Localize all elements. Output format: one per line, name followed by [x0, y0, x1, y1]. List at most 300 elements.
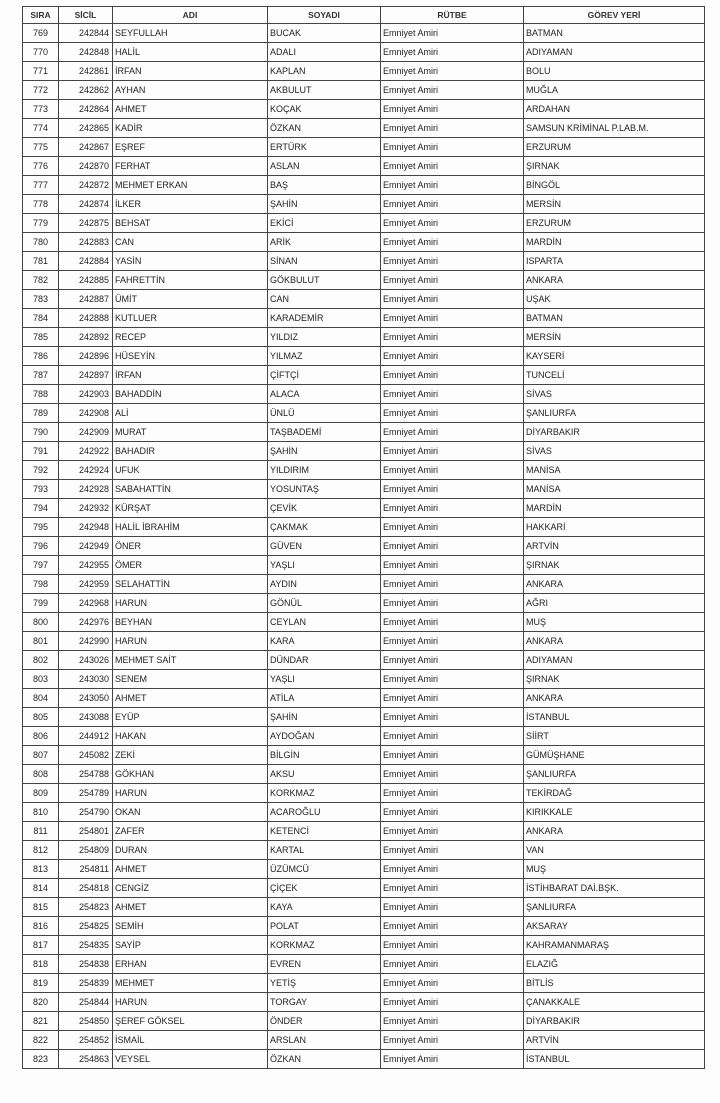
- cell-sira: 783: [23, 290, 59, 309]
- cell-soyadi: ADALI: [268, 43, 381, 62]
- cell-rutbe: Emniyet Amiri: [381, 632, 524, 651]
- cell-sicil: 242949: [59, 537, 113, 556]
- cell-sira: 772: [23, 81, 59, 100]
- cell-sicil: 244912: [59, 727, 113, 746]
- cell-adi: SENEM: [113, 670, 268, 689]
- cell-rutbe: Emniyet Amiri: [381, 784, 524, 803]
- cell-rutbe: Emniyet Amiri: [381, 461, 524, 480]
- cell-gorev-yeri: SİVAS: [524, 442, 705, 461]
- cell-sicil: 242844: [59, 24, 113, 43]
- cell-sira: 823: [23, 1050, 59, 1069]
- table-row: [23, 651, 705, 670]
- cell-sicil: 243026: [59, 651, 113, 670]
- cell-soyadi: POLAT: [268, 917, 381, 936]
- header-gorev-yeri: GÖREV YERİ: [524, 7, 705, 24]
- table-row: [23, 556, 705, 575]
- cell-sira: 807: [23, 746, 59, 765]
- header-row: [23, 7, 705, 24]
- cell-gorev-yeri: KIRIKKALE: [524, 803, 705, 822]
- table-row: [23, 100, 705, 119]
- table-row: [23, 537, 705, 556]
- cell-sicil: 254825: [59, 917, 113, 936]
- cell-sira: 795: [23, 518, 59, 537]
- cell-gorev-yeri: ARTVİN: [524, 537, 705, 556]
- table-row: [23, 328, 705, 347]
- cell-soyadi: TAŞBADEMİ: [268, 423, 381, 442]
- cell-gorev-yeri: MARDİN: [524, 499, 705, 518]
- cell-adi: BEYHAN: [113, 613, 268, 632]
- cell-sicil: 243088: [59, 708, 113, 727]
- cell-rutbe: Emniyet Amiri: [381, 898, 524, 917]
- cell-rutbe: Emniyet Amiri: [381, 81, 524, 100]
- cell-soyadi: CEYLAN: [268, 613, 381, 632]
- cell-gorev-yeri: BİTLİS: [524, 974, 705, 993]
- cell-adi: KADİR: [113, 119, 268, 138]
- cell-sira: 780: [23, 233, 59, 252]
- cell-rutbe: Emniyet Amiri: [381, 62, 524, 81]
- cell-adi: ALİ: [113, 404, 268, 423]
- table-row: [23, 784, 705, 803]
- table-row: [23, 993, 705, 1012]
- cell-rutbe: Emniyet Amiri: [381, 651, 524, 670]
- cell-gorev-yeri: MERSİN: [524, 328, 705, 347]
- cell-rutbe: Emniyet Amiri: [381, 43, 524, 62]
- table-row: [23, 936, 705, 955]
- cell-adi: İRFAN: [113, 366, 268, 385]
- cell-soyadi: AYDIN: [268, 575, 381, 594]
- cell-adi: CENGİZ: [113, 879, 268, 898]
- cell-sicil: 254818: [59, 879, 113, 898]
- cell-rutbe: Emniyet Amiri: [381, 1050, 524, 1069]
- cell-sicil: 242908: [59, 404, 113, 423]
- cell-adi: BAHADDİN: [113, 385, 268, 404]
- cell-gorev-yeri: DİYARBAKIR: [524, 1012, 705, 1031]
- cell-rutbe: Emniyet Amiri: [381, 195, 524, 214]
- cell-adi: ÜMİT: [113, 290, 268, 309]
- cell-soyadi: ÇİÇEK: [268, 879, 381, 898]
- cell-soyadi: GÖNÜL: [268, 594, 381, 613]
- cell-adi: HÜSEYİN: [113, 347, 268, 366]
- cell-rutbe: Emniyet Amiri: [381, 138, 524, 157]
- cell-sira: 788: [23, 385, 59, 404]
- cell-soyadi: ARSLAN: [268, 1031, 381, 1050]
- cell-gorev-yeri: MANİSA: [524, 480, 705, 499]
- table-row: [23, 898, 705, 917]
- cell-soyadi: ACAROĞLU: [268, 803, 381, 822]
- cell-sira: 818: [23, 955, 59, 974]
- table-row: [23, 480, 705, 499]
- cell-soyadi: GÜVEN: [268, 537, 381, 556]
- cell-soyadi: DÜNDAR: [268, 651, 381, 670]
- cell-soyadi: ÇEVİK: [268, 499, 381, 518]
- cell-sicil: 254811: [59, 860, 113, 879]
- table-row: [23, 423, 705, 442]
- header-sira: SIRA: [23, 7, 59, 24]
- cell-sira: 800: [23, 613, 59, 632]
- cell-soyadi: KARTAL: [268, 841, 381, 860]
- cell-rutbe: Emniyet Amiri: [381, 974, 524, 993]
- cell-sicil: 242990: [59, 632, 113, 651]
- table-row: [23, 670, 705, 689]
- cell-adi: SAYİP: [113, 936, 268, 955]
- cell-sira: 790: [23, 423, 59, 442]
- cell-soyadi: YILDIRIM: [268, 461, 381, 480]
- cell-gorev-yeri: ANKARA: [524, 575, 705, 594]
- cell-rutbe: Emniyet Amiri: [381, 366, 524, 385]
- table-row: [23, 594, 705, 613]
- cell-sira: 814: [23, 879, 59, 898]
- cell-adi: EŞREF: [113, 138, 268, 157]
- cell-gorev-yeri: SİVAS: [524, 385, 705, 404]
- cell-sira: 769: [23, 24, 59, 43]
- cell-rutbe: Emniyet Amiri: [381, 993, 524, 1012]
- cell-sicil: 242883: [59, 233, 113, 252]
- cell-sira: 778: [23, 195, 59, 214]
- table-row: [23, 366, 705, 385]
- cell-sira: 799: [23, 594, 59, 613]
- cell-soyadi: ÖNDER: [268, 1012, 381, 1031]
- cell-adi: KUTLUER: [113, 309, 268, 328]
- cell-sira: 802: [23, 651, 59, 670]
- cell-rutbe: Emniyet Amiri: [381, 594, 524, 613]
- cell-adi: KÜRŞAT: [113, 499, 268, 518]
- cell-gorev-yeri: BATMAN: [524, 24, 705, 43]
- table-row: [23, 727, 705, 746]
- cell-sira: 820: [23, 993, 59, 1012]
- cell-rutbe: Emniyet Amiri: [381, 271, 524, 290]
- cell-sicil: 254789: [59, 784, 113, 803]
- header-soyadi: SOYADI: [268, 7, 381, 24]
- cell-soyadi: YILDIZ: [268, 328, 381, 347]
- table-row: [23, 860, 705, 879]
- cell-sicil: 242976: [59, 613, 113, 632]
- cell-adi: UFUK: [113, 461, 268, 480]
- cell-gorev-yeri: ŞANLIURFA: [524, 898, 705, 917]
- cell-adi: İSMAİL: [113, 1031, 268, 1050]
- cell-sicil: 242924: [59, 461, 113, 480]
- cell-rutbe: Emniyet Amiri: [381, 879, 524, 898]
- cell-rutbe: Emniyet Amiri: [381, 423, 524, 442]
- cell-sicil: 242887: [59, 290, 113, 309]
- table-row: [23, 157, 705, 176]
- cell-rutbe: Emniyet Amiri: [381, 917, 524, 936]
- cell-gorev-yeri: ŞIRNAK: [524, 670, 705, 689]
- cell-sira: 776: [23, 157, 59, 176]
- cell-sira: 808: [23, 765, 59, 784]
- cell-adi: HALİL: [113, 43, 268, 62]
- cell-rutbe: Emniyet Amiri: [381, 860, 524, 879]
- cell-rutbe: Emniyet Amiri: [381, 442, 524, 461]
- cell-gorev-yeri: SAMSUN KRİMİNAL P.LAB.M.: [524, 119, 705, 138]
- cell-gorev-yeri: ANKARA: [524, 271, 705, 290]
- table-row: [23, 575, 705, 594]
- cell-gorev-yeri: TEKİRDAĞ: [524, 784, 705, 803]
- cell-sira: 782: [23, 271, 59, 290]
- cell-gorev-yeri: ERZURUM: [524, 138, 705, 157]
- cell-gorev-yeri: KAHRAMANMARAŞ: [524, 936, 705, 955]
- cell-soyadi: AKBULUT: [268, 81, 381, 100]
- table-row: [23, 271, 705, 290]
- cell-adi: HARUN: [113, 993, 268, 1012]
- cell-sicil: 242862: [59, 81, 113, 100]
- cell-soyadi: KAYA: [268, 898, 381, 917]
- cell-sicil: 242864: [59, 100, 113, 119]
- table-row: [23, 822, 705, 841]
- table-row: [23, 43, 705, 62]
- cell-soyadi: KARADEMİR: [268, 309, 381, 328]
- cell-sira: 789: [23, 404, 59, 423]
- cell-gorev-yeri: BİNGÖL: [524, 176, 705, 195]
- cell-soyadi: ŞAHİN: [268, 442, 381, 461]
- cell-sicil: 242928: [59, 480, 113, 499]
- table-row: [23, 24, 705, 43]
- cell-sicil: 254839: [59, 974, 113, 993]
- cell-sicil: 242959: [59, 575, 113, 594]
- cell-rutbe: Emniyet Amiri: [381, 575, 524, 594]
- cell-adi: HAKAN: [113, 727, 268, 746]
- cell-adi: MEHMET SAİT: [113, 651, 268, 670]
- cell-sicil: 242922: [59, 442, 113, 461]
- cell-soyadi: BUCAK: [268, 24, 381, 43]
- cell-gorev-yeri: İSTANBUL: [524, 1050, 705, 1069]
- cell-adi: SEMİH: [113, 917, 268, 936]
- table-row: [23, 404, 705, 423]
- cell-adi: RECEP: [113, 328, 268, 347]
- cell-sicil: 242968: [59, 594, 113, 613]
- cell-sicil: 243050: [59, 689, 113, 708]
- table-row: [23, 689, 705, 708]
- table-row: [23, 955, 705, 974]
- cell-sicil: 254850: [59, 1012, 113, 1031]
- cell-sira: 812: [23, 841, 59, 860]
- cell-sicil: 242885: [59, 271, 113, 290]
- cell-sira: 796: [23, 537, 59, 556]
- cell-adi: HALİL İBRAHİM: [113, 518, 268, 537]
- cell-rutbe: Emniyet Amiri: [381, 518, 524, 537]
- cell-gorev-yeri: GÜMÜŞHANE: [524, 746, 705, 765]
- cell-soyadi: TORGAY: [268, 993, 381, 1012]
- cell-soyadi: ŞAHİN: [268, 708, 381, 727]
- cell-soyadi: ÇAKMAK: [268, 518, 381, 537]
- cell-adi: AYHAN: [113, 81, 268, 100]
- cell-adi: AHMET: [113, 100, 268, 119]
- cell-rutbe: Emniyet Amiri: [381, 727, 524, 746]
- cell-adi: HARUN: [113, 594, 268, 613]
- header-rutbe: RÜTBE: [381, 7, 524, 24]
- cell-adi: SELAHATTİN: [113, 575, 268, 594]
- cell-adi: BEHSAT: [113, 214, 268, 233]
- cell-soyadi: BAŞ: [268, 176, 381, 195]
- cell-sicil: 242861: [59, 62, 113, 81]
- cell-adi: DURAN: [113, 841, 268, 860]
- cell-gorev-yeri: BOLU: [524, 62, 705, 81]
- cell-adi: AHMET: [113, 860, 268, 879]
- cell-rutbe: Emniyet Amiri: [381, 404, 524, 423]
- cell-sira: 811: [23, 822, 59, 841]
- cell-sicil: 242872: [59, 176, 113, 195]
- cell-sicil: 242865: [59, 119, 113, 138]
- cell-adi: FAHRETTİN: [113, 271, 268, 290]
- cell-rutbe: Emniyet Amiri: [381, 822, 524, 841]
- cell-rutbe: Emniyet Amiri: [381, 955, 524, 974]
- cell-rutbe: Emniyet Amiri: [381, 556, 524, 575]
- cell-soyadi: CAN: [268, 290, 381, 309]
- cell-gorev-yeri: MUĞLA: [524, 81, 705, 100]
- table-row: [23, 214, 705, 233]
- cell-sira: 786: [23, 347, 59, 366]
- cell-sira: 821: [23, 1012, 59, 1031]
- cell-rutbe: Emniyet Amiri: [381, 841, 524, 860]
- cell-adi: İLKER: [113, 195, 268, 214]
- table-row: [23, 442, 705, 461]
- cell-sira: 817: [23, 936, 59, 955]
- table-row: [23, 176, 705, 195]
- cell-sira: 801: [23, 632, 59, 651]
- cell-adi: YASİN: [113, 252, 268, 271]
- cell-adi: ZAFER: [113, 822, 268, 841]
- cell-soyadi: KARA: [268, 632, 381, 651]
- cell-adi: OKAN: [113, 803, 268, 822]
- cell-sicil: 242874: [59, 195, 113, 214]
- cell-adi: ÖNER: [113, 537, 268, 556]
- cell-soyadi: KETENCİ: [268, 822, 381, 841]
- table-row: [23, 708, 705, 727]
- cell-sira: 809: [23, 784, 59, 803]
- cell-gorev-yeri: ŞIRNAK: [524, 556, 705, 575]
- table-row: [23, 385, 705, 404]
- cell-soyadi: BİLGİN: [268, 746, 381, 765]
- cell-adi: MURAT: [113, 423, 268, 442]
- cell-gorev-yeri: KAYSERİ: [524, 347, 705, 366]
- cell-adi: HARUN: [113, 632, 268, 651]
- cell-sira: 819: [23, 974, 59, 993]
- cell-sicil: 242948: [59, 518, 113, 537]
- cell-sira: 779: [23, 214, 59, 233]
- table-row: [23, 81, 705, 100]
- cell-rutbe: Emniyet Amiri: [381, 309, 524, 328]
- table-row: [23, 613, 705, 632]
- cell-gorev-yeri: TUNCELİ: [524, 366, 705, 385]
- table-row: [23, 632, 705, 651]
- cell-gorev-yeri: HAKKARİ: [524, 518, 705, 537]
- cell-rutbe: Emniyet Amiri: [381, 670, 524, 689]
- cell-adi: SEYFULLAH: [113, 24, 268, 43]
- cell-sira: 771: [23, 62, 59, 81]
- cell-rutbe: Emniyet Amiri: [381, 157, 524, 176]
- cell-sira: 803: [23, 670, 59, 689]
- cell-adi: ERHAN: [113, 955, 268, 974]
- cell-adi: ŞEREF GÖKSEL: [113, 1012, 268, 1031]
- cell-soyadi: ÖZKAN: [268, 1050, 381, 1069]
- cell-rutbe: Emniyet Amiri: [381, 24, 524, 43]
- cell-gorev-yeri: ANKARA: [524, 822, 705, 841]
- cell-gorev-yeri: ARTVİN: [524, 1031, 705, 1050]
- table-body: [23, 24, 705, 1069]
- cell-gorev-yeri: İSTİHBARAT DAİ.BŞK.: [524, 879, 705, 898]
- cell-soyadi: KAPLAN: [268, 62, 381, 81]
- cell-sicil: 242867: [59, 138, 113, 157]
- cell-rutbe: Emniyet Amiri: [381, 1031, 524, 1050]
- cell-soyadi: AYDOĞAN: [268, 727, 381, 746]
- cell-soyadi: YILMAZ: [268, 347, 381, 366]
- cell-sira: 815: [23, 898, 59, 917]
- cell-sira: 798: [23, 575, 59, 594]
- cell-soyadi: AKSU: [268, 765, 381, 784]
- table-row: [23, 233, 705, 252]
- table-row: [23, 803, 705, 822]
- cell-rutbe: Emniyet Amiri: [381, 689, 524, 708]
- cell-soyadi: EKİCİ: [268, 214, 381, 233]
- cell-sira: 774: [23, 119, 59, 138]
- cell-adi: SABAHATTİN: [113, 480, 268, 499]
- table-row: [23, 746, 705, 765]
- cell-gorev-yeri: ARDAHAN: [524, 100, 705, 119]
- cell-rutbe: Emniyet Amiri: [381, 480, 524, 499]
- cell-sira: 805: [23, 708, 59, 727]
- header-sicil: SİCİL: [59, 7, 113, 24]
- table-row: [23, 1012, 705, 1031]
- cell-gorev-yeri: ŞANLIURFA: [524, 765, 705, 784]
- cell-soyadi: ÖZKAN: [268, 119, 381, 138]
- cell-sicil: 242903: [59, 385, 113, 404]
- table-header: [23, 7, 705, 24]
- cell-adi: AHMET: [113, 689, 268, 708]
- cell-sira: 797: [23, 556, 59, 575]
- cell-sira: 813: [23, 860, 59, 879]
- cell-sicil: 242896: [59, 347, 113, 366]
- cell-sira: 792: [23, 461, 59, 480]
- cell-sira: 777: [23, 176, 59, 195]
- cell-sicil: 254844: [59, 993, 113, 1012]
- cell-soyadi: SİNAN: [268, 252, 381, 271]
- cell-sira: 787: [23, 366, 59, 385]
- cell-gorev-yeri: AĞRI: [524, 594, 705, 613]
- cell-rutbe: Emniyet Amiri: [381, 936, 524, 955]
- cell-sicil: 245082: [59, 746, 113, 765]
- cell-soyadi: ERTÜRK: [268, 138, 381, 157]
- cell-gorev-yeri: ANKARA: [524, 632, 705, 651]
- cell-gorev-yeri: ŞANLIURFA: [524, 404, 705, 423]
- cell-sicil: 242955: [59, 556, 113, 575]
- cell-sicil: 254801: [59, 822, 113, 841]
- cell-sira: 785: [23, 328, 59, 347]
- cell-soyadi: ÇİFTÇİ: [268, 366, 381, 385]
- cell-sicil: 242888: [59, 309, 113, 328]
- cell-rutbe: Emniyet Amiri: [381, 499, 524, 518]
- cell-adi: ÖMER: [113, 556, 268, 575]
- cell-sira: 781: [23, 252, 59, 271]
- cell-rutbe: Emniyet Amiri: [381, 613, 524, 632]
- cell-soyadi: ASLAN: [268, 157, 381, 176]
- cell-gorev-yeri: MARDİN: [524, 233, 705, 252]
- cell-gorev-yeri: MANİSA: [524, 461, 705, 480]
- cell-rutbe: Emniyet Amiri: [381, 765, 524, 784]
- table-row: [23, 974, 705, 993]
- cell-sira: 804: [23, 689, 59, 708]
- cell-gorev-yeri: ERZURUM: [524, 214, 705, 233]
- table-row: [23, 879, 705, 898]
- cell-sicil: 254838: [59, 955, 113, 974]
- cell-adi: MEHMET ERKAN: [113, 176, 268, 195]
- cell-sira: 773: [23, 100, 59, 119]
- cell-soyadi: ÜNLÜ: [268, 404, 381, 423]
- personnel-table: [22, 6, 705, 1069]
- cell-sicil: 254809: [59, 841, 113, 860]
- cell-sira: 816: [23, 917, 59, 936]
- cell-soyadi: YAŞLI: [268, 670, 381, 689]
- table-row: [23, 138, 705, 157]
- cell-gorev-yeri: VAN: [524, 841, 705, 860]
